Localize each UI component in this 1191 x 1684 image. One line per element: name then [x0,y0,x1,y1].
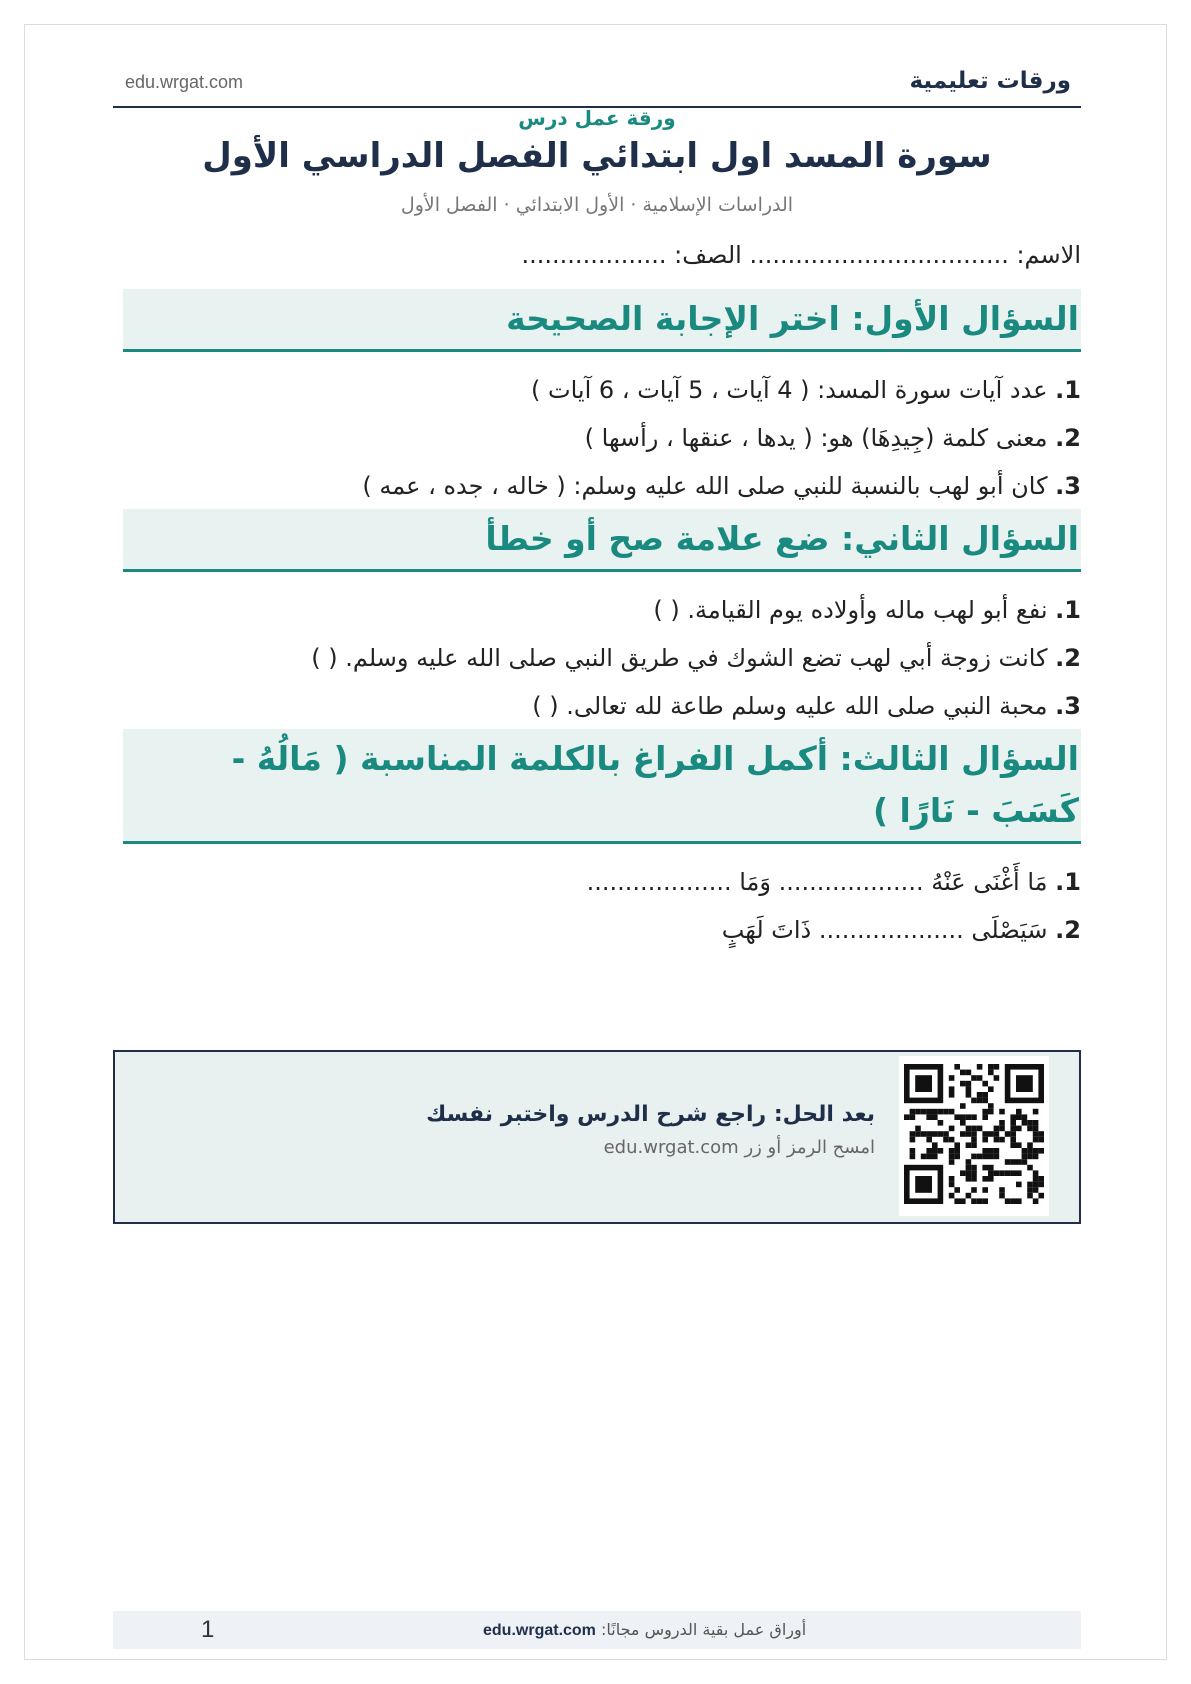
list-item [123,586,1081,634]
footer-text [483,1620,806,1640]
student-name-line: الاسم: .................................. الصف: ................... [521,241,1081,269]
item-number: 1. [1055,376,1081,404]
header-site-link[interactable]: edu.wrgat.com [125,72,244,92]
list-item [123,858,1081,906]
worksheet [113,0,1081,1684]
qr-promo-box [113,1050,1081,1224]
item-text: نفع أبو لهب ماله وأولاده يوم القيامة. ( ) [653,596,1048,624]
section-heading: السؤال الثالث: أكمل الفراغ بالكلمة المناسبة ( مَالُهُ - كَسَبَ - نَارًا ) [123,729,1081,844]
item-number: 2. [1055,916,1081,944]
worksheet-kicker: ورقة عمل درس [518,106,676,130]
item-text: مَا أَغْنَى عَنْهُ ................... وَمَا ................... [586,868,1048,896]
list-item [123,906,1081,954]
footer-label: أوراق عمل بقية الدروس مجانًا: [601,1620,807,1639]
item-number: 2. [1055,644,1081,672]
section-question-3 [123,729,1081,954]
page-header [113,64,1081,108]
list-item [123,634,1081,682]
item-number: 1. [1055,596,1081,624]
qr-code-icon[interactable] [899,1056,1049,1216]
qr-promo-subtitle: امسح الرمز أو زر edu.wrgat.com [603,1137,875,1158]
item-number: 3. [1055,472,1081,500]
page-number: 1 [201,1616,215,1643]
item-text: معنى كلمة (جِيدِهَا) هو: ( يدها ، عنقها ، رأسها ) [584,424,1048,452]
page-subtitle: الدراسات الإسلامية · الأول الابتدائي · الفصل الأول [400,194,794,216]
item-text: كانت زوجة أبي لهب تضع الشوك في طريق النبي صلى الله عليه وسلم. ( ) [311,644,1048,672]
section-heading: السؤال الأول: اختر الإجابة الصحيحة [123,289,1081,352]
item-text: محبة النبي صلى الله عليه وسلم طاعة لله تعالى. ( ) [532,692,1048,720]
list-item [123,462,1081,510]
item-text: كان أبو لهب بالنسبة للنبي صلى الله عليه وسلم: ( خاله ، جده ، عمه ) [362,472,1048,500]
page-footer [113,1611,1081,1649]
item-number: 3. [1055,692,1081,720]
section-question-2 [123,509,1081,730]
brand-name: ورقات تعليمية [909,68,1071,94]
list-item [123,414,1081,462]
qr-promo-title: بعد الحل: راجع شرح الدرس واختبر نفسك [426,1102,875,1127]
page-title: سورة المسد اول ابتدائي الفصل الدراسي الأول [202,136,992,176]
section-question-1 [123,289,1081,510]
qr-promo-text [426,1102,875,1158]
list-item [123,366,1081,414]
section-heading: السؤال الثاني: ضع علامة صح أو خطأ [123,509,1081,572]
item-text: عدد آيات سورة المسد: ( 4 آيات ، 5 آيات ، 6 آيات ) [531,376,1048,404]
list-item [123,682,1081,730]
footer-site-link[interactable]: edu.wrgat.com [483,1622,596,1639]
item-number: 2. [1055,424,1081,452]
item-text: سَيَصْلَى ................... ذَاتَ لَهَبٍ [721,916,1048,944]
item-number: 1. [1055,868,1081,896]
